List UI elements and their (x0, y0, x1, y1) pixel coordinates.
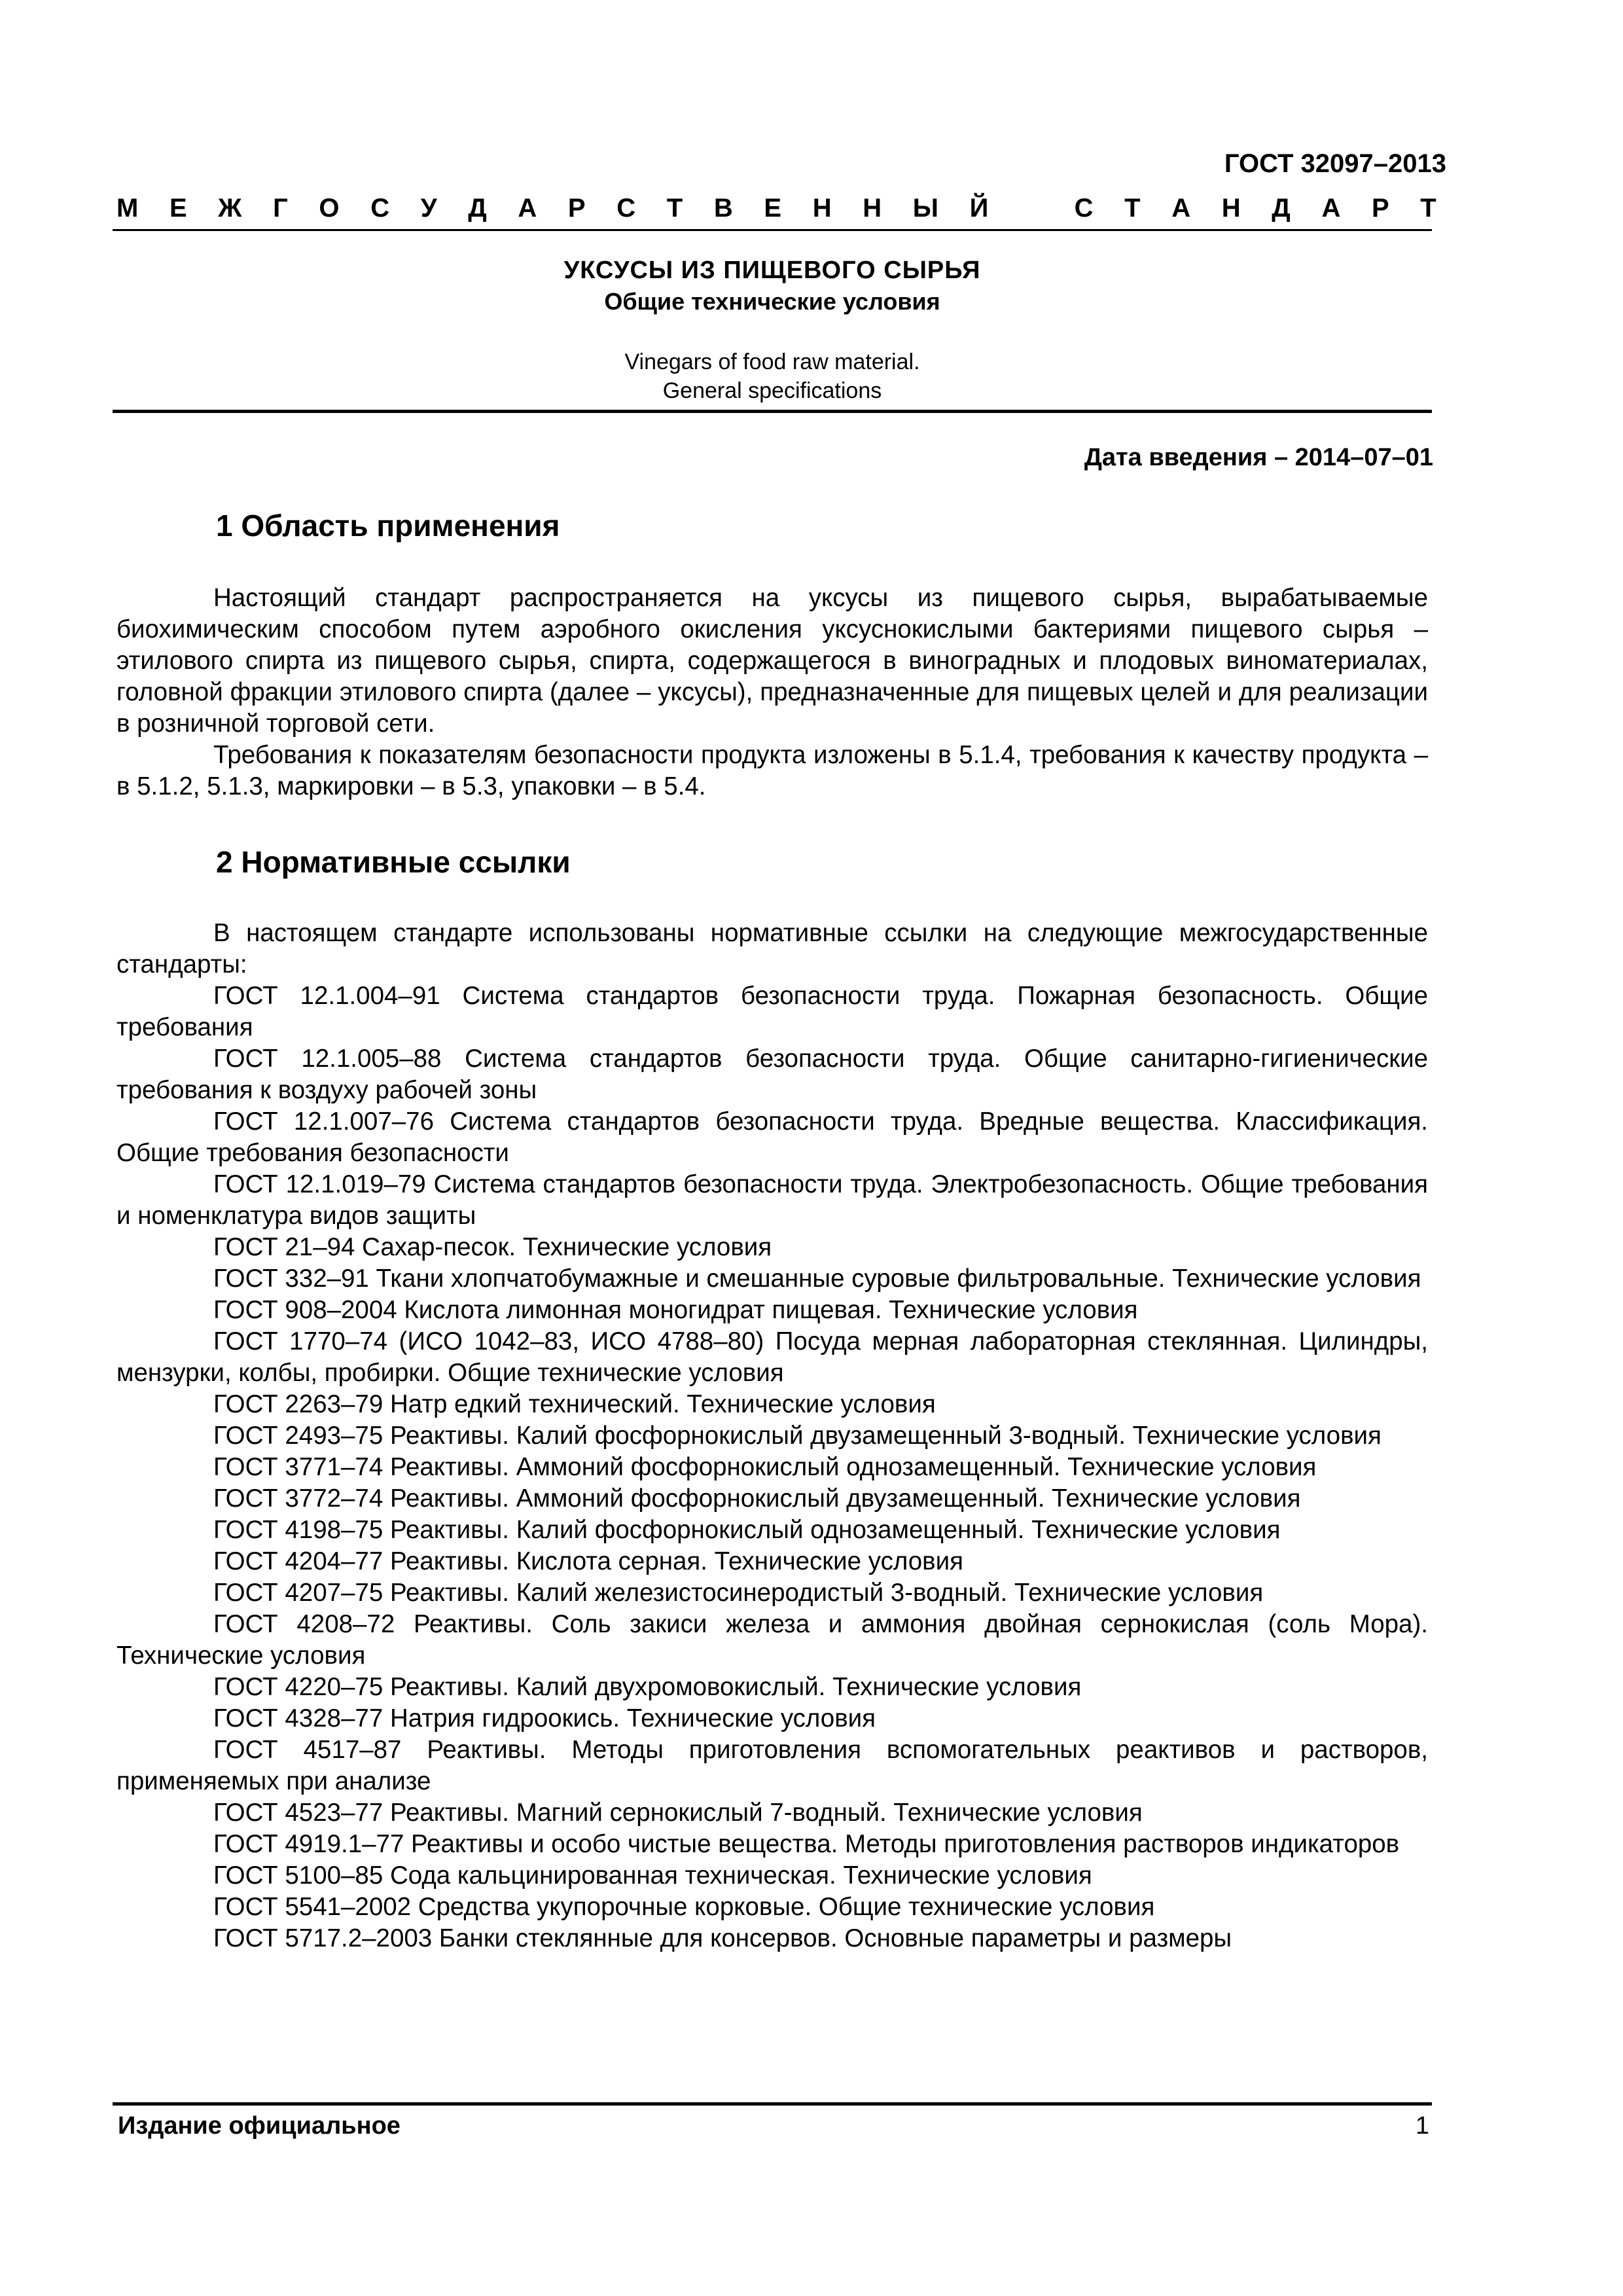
standard-letter: А (1171, 194, 1191, 223)
reference-item: ГОСТ 908–2004 Кислота лимонная моногидрат пищевая. Технические условия (213, 1296, 1138, 1324)
reference-item: ГОСТ 4919.1–77 Реактивы и особо чистые вещества. Методы приготовления растворов индикаторов (213, 1830, 1400, 1858)
interstate-standard-label (116, 194, 1436, 223)
footer-rule (113, 2102, 1432, 2106)
reference-item: ГОСТ 332–91 Ткани хлопчатобумажные и смешанные суровые фильтровальные. Технические условия (213, 1265, 1421, 1293)
word-gap (1020, 194, 1043, 223)
reference-item: ГОСТ 4208–72 Реактивы. Соль закиси железа и аммония двойная сернокислая (соль Мора). Технические условия (116, 1610, 1428, 1670)
reference-item: ГОСТ 2263–79 Натр едкий технический. Технические условия (213, 1390, 936, 1418)
paragraph: В настоящем стандарте использованы нормативные ссылки на следующие межгосударственные стандарты: (116, 919, 1428, 978)
reference-item: ГОСТ 12.1.005–88 Система стандартов безопасности труда. Общие санитарно-гигиенические требования к воздуху рабочей зоны (116, 1045, 1428, 1104)
reference-item: ГОСТ 4207–75 Реактивы. Калий железистосинеродистый 3-водный. Технические условия (213, 1579, 1264, 1607)
standard-letter: Р (1371, 194, 1389, 223)
interstate-letter: А (518, 194, 537, 223)
reference-item: ГОСТ 4220–75 Реактивы. Калий двухромовокислый. Технические условия (213, 1673, 1082, 1701)
section-body (116, 583, 1428, 802)
interstate-letter: У (420, 194, 437, 223)
interstate-letter: О (319, 194, 340, 223)
standard-letter: Т (1420, 194, 1436, 223)
interstate-letter: Н (863, 194, 882, 223)
reference-item: ГОСТ 3771–74 Реактивы. Аммоний фосфорнокислый однозамещенный. Технические условия (213, 1453, 1317, 1481)
interstate-letter: С (370, 194, 390, 223)
interstate-letter: Й (969, 194, 989, 223)
reference-item: ГОСТ 12.1.007–76 Система стандартов безопасности труда. Вредные вещества. Классификация. Общие требования безопасности (116, 1107, 1428, 1167)
standard-letter: Т (1124, 194, 1141, 223)
interstate-letter: Д (468, 194, 487, 223)
document-code: ГОСТ 32097–2013 (1224, 149, 1446, 178)
standard-letter: С (1074, 194, 1094, 223)
standard-letter: А (1321, 194, 1341, 223)
reference-item: ГОСТ 2493–75 Реактивы. Калий фосфорнокислый двузамещенный 3-водный. Технические условия (213, 1422, 1382, 1450)
standard-letter: Н (1221, 194, 1241, 223)
interstate-letter: Ж (218, 194, 242, 223)
reference-item: ГОСТ 5717.2–2003 Банки стеклянные для консервов. Основные параметры и размеры (213, 1924, 1232, 1952)
interstate-letter: Ы (912, 194, 938, 223)
page-number: 1 (1415, 2112, 1429, 2140)
interstate-letter: М (116, 194, 139, 223)
reference-item: ГОСТ 4517–87 Реактивы. Методы приготовления вспомогательных реактивов и растворов, применяемых при анализе (116, 1736, 1428, 1795)
document-subtitle: Общие технические условия (604, 288, 940, 315)
normative-references (116, 918, 1428, 1954)
interstate-letter: Н (812, 194, 832, 223)
introduction-date: Дата введения – 2014–07–01 (1084, 444, 1433, 471)
interstate-letter: С (616, 194, 636, 223)
reference-item: ГОСТ 5100–85 Сода кальцинированная техническая. Технические условия (213, 1861, 1092, 1890)
standard-letter: Д (1272, 194, 1291, 223)
paragraph: Требования к показателям безопасности продукта изложены в 5.1.4, требования к качеству продукта – в 5.1.2, 5.1.3, маркировки – в 5.3, упаковки – в 5.4. (116, 741, 1428, 800)
section-heading: 2 Нормативные ссылки (216, 845, 571, 879)
reference-item: ГОСТ 12.1.019–79 Система стандартов безопасности труда. Электробезопасность. Общие требования и номенклатура видов защиты (116, 1170, 1428, 1230)
header-rule (113, 229, 1432, 231)
reference-item: ГОСТ 4328–77 Натрия гидроокись. Технические условия (213, 1704, 876, 1732)
title-rule (113, 410, 1432, 413)
section-heading: 1 Область применения (216, 509, 560, 543)
interstate-letter: Е (764, 194, 782, 223)
english-title: Vinegars of food raw material. (624, 350, 920, 374)
interstate-letter: Р (567, 194, 586, 223)
reference-item: ГОСТ 4523–77 Реактивы. Магний сернокислый 7-водный. Технические условия (213, 1799, 1143, 1827)
reference-item: ГОСТ 21–94 Сахар-песок. Технические условия (213, 1233, 772, 1261)
reference-item: ГОСТ 5541–2002 Средства укупорочные корковые. Общие технические условия (213, 1893, 1155, 1921)
reference-item: ГОСТ 12.1.004–91 Система стандартов безопасности труда. Пожарная безопасность. Общие требования (116, 982, 1428, 1041)
english-subtitle: General specifications (662, 378, 882, 403)
reference-item: ГОСТ 4198–75 Реактивы. Калий фосфорнокислый однозамещенный. Технические условия (213, 1516, 1281, 1544)
official-edition-label: Издание официальное (118, 2112, 401, 2140)
interstate-letter: Т (666, 194, 683, 223)
paragraph: Настоящий стандарт распространяется на уксусы из пищевого сырья, вырабатываемые биохимическим способом путем аэробного окисления уксуснокислыми бактериями пищевого сырья – этилового спирта из пищевого сырья, спирта, содержащегося в виноградных и плодовых виноматериалах, головной фракции этилового спирта (далее – уксусы), предназначенные для пищевых целей и для реализации в розничной торговой сети. (116, 584, 1428, 738)
interstate-letter: Е (169, 194, 187, 223)
reference-item: ГОСТ 1770–74 (ИСО 1042–83, ИСО 4788–80) Посуда мерная лабораторная стеклянная. Цилиндры, мензурки, колбы, пробирки. Общие технические условия (116, 1327, 1428, 1387)
document-title: УКСУСЫ ИЗ ПИЩЕВОГО СЫРЬЯ (563, 257, 981, 284)
reference-item: ГОСТ 4204–77 Реактивы. Кислота серная. Технические условия (213, 1547, 963, 1575)
interstate-letter: Г (273, 194, 288, 223)
interstate-letter: В (713, 194, 733, 223)
reference-item: ГОСТ 3772–74 Реактивы. Аммоний фосфорнокислый двузамещенный. Технические условия (213, 1484, 1301, 1513)
